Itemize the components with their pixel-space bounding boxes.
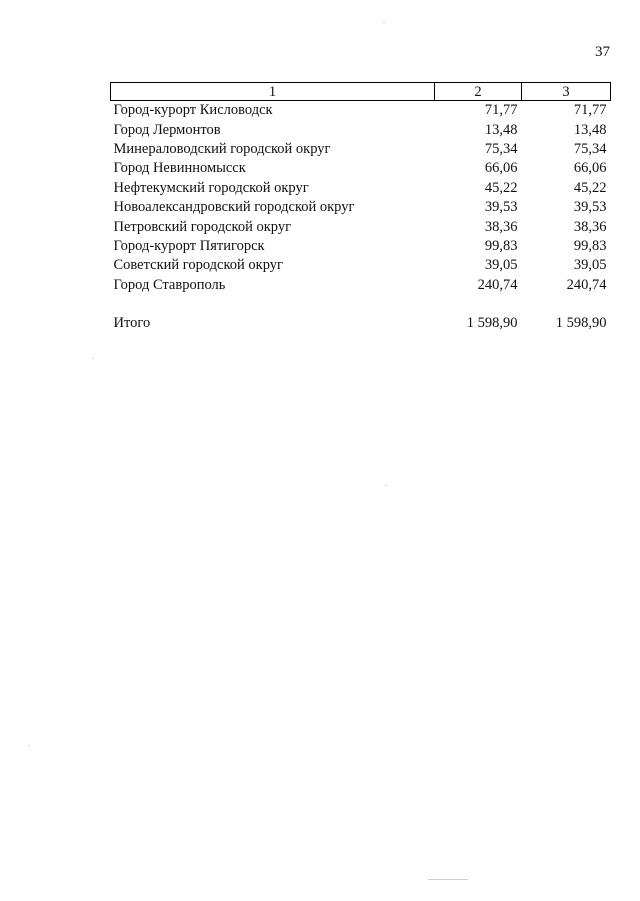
- total-label: Итого: [113, 315, 151, 332]
- row-name: Город Лермонтов: [113, 121, 221, 138]
- row-value-col3: 71,77: [573, 102, 607, 119]
- table-row: [111, 217, 611, 236]
- scan-speck: [383, 22, 385, 23]
- row-value-col3: 45,22: [573, 179, 607, 196]
- total-value-col3: 1 598,90: [555, 315, 607, 332]
- page-number: 37: [595, 44, 610, 60]
- total-row: [111, 314, 611, 333]
- row-name: Советский городской округ: [113, 257, 283, 274]
- row-name: Город-курорт Кисловодск: [113, 102, 273, 119]
- table-row: [111, 179, 611, 198]
- table-row: [111, 140, 611, 159]
- header-col-3: 3: [522, 83, 611, 101]
- row-value-col2: 13,48: [484, 121, 518, 138]
- row-value-col2: 39,05: [484, 257, 518, 274]
- row-value-col3: 66,06: [573, 160, 607, 177]
- row-value-col2: 66,06: [484, 160, 518, 177]
- row-name: Город Ставрополь: [113, 276, 226, 293]
- data-table: [110, 82, 611, 333]
- row-value-col2: 99,83: [484, 237, 518, 254]
- header-col-2: 2: [435, 83, 522, 101]
- table-row: [111, 198, 611, 217]
- row-value-col2: 39,53: [484, 199, 518, 216]
- row-value-col3: 38,36: [573, 218, 607, 235]
- spacer-cell: [111, 295, 611, 314]
- table-row: [111, 120, 611, 139]
- scan-speck: [92, 358, 94, 359]
- row-value-col3: 240,74: [566, 276, 607, 293]
- table-row: [111, 276, 611, 295]
- table-row: [111, 256, 611, 275]
- table-body: [111, 101, 611, 334]
- total-value-col2: 1 598,90: [466, 315, 518, 332]
- row-name: Нефтекумский городской округ: [113, 179, 309, 196]
- table-header: [111, 83, 611, 101]
- row-name: Новоалександровский городской округ: [113, 199, 355, 216]
- row-value-col2: 75,34: [484, 140, 518, 157]
- row-value-col2: 38,36: [484, 218, 518, 235]
- row-name: Город-курорт Пятигорск: [113, 237, 265, 254]
- row-value-col3: 75,34: [573, 140, 607, 157]
- row-value-col2: 71,77: [484, 102, 518, 119]
- scan-speck: [385, 485, 387, 486]
- row-value-col2: 240,74: [477, 276, 518, 293]
- header-col-1: 1: [111, 83, 435, 101]
- table-row: [111, 237, 611, 256]
- scan-speck: [428, 879, 468, 880]
- row-value-col2: 45,22: [484, 179, 518, 196]
- header-row: [111, 83, 611, 101]
- table-row: [111, 159, 611, 178]
- table-row: [111, 101, 611, 121]
- row-value-col3: 39,05: [573, 257, 607, 274]
- row-name: Петровский городской округ: [113, 218, 292, 235]
- row-value-col3: 39,53: [573, 199, 607, 216]
- row-name: Минераловодский городской округ: [113, 140, 331, 157]
- row-name: Город Невинномысск: [113, 160, 246, 177]
- spacer-row: [111, 295, 611, 314]
- scan-speck: [28, 745, 30, 746]
- row-value-col3: 99,83: [573, 237, 607, 254]
- row-value-col3: 13,48: [573, 121, 607, 138]
